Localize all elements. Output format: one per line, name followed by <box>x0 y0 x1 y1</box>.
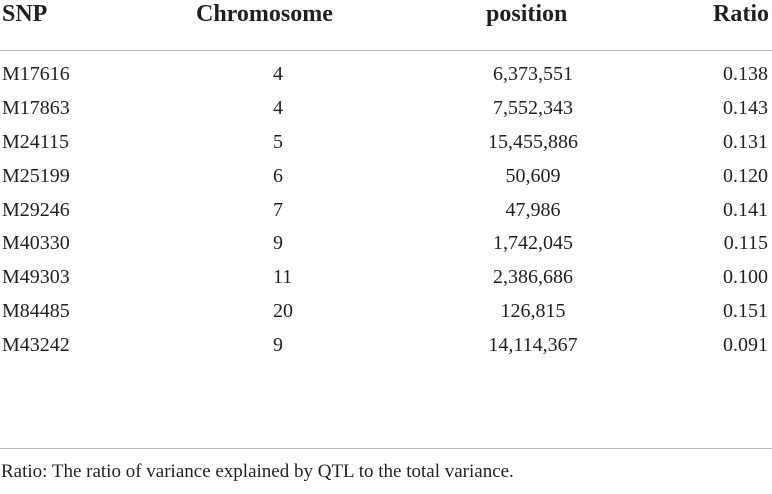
cell-chromosome: 20 <box>273 300 293 323</box>
cell-snp: M17616 <box>2 62 70 85</box>
cell-snp: M43242 <box>2 334 70 357</box>
header-chromosome: Chromosome <box>196 1 333 27</box>
table-body <box>0 51 772 363</box>
table-row <box>0 125 772 159</box>
cell-ratio: 0.151 <box>723 300 768 323</box>
cell-chromosome: 11 <box>273 266 293 289</box>
cell-ratio: 0.120 <box>723 164 768 187</box>
cell-snp: M84485 <box>2 300 70 323</box>
cell-position: 15,455,886 <box>488 130 578 153</box>
table-row <box>0 226 772 260</box>
cell-snp: M40330 <box>2 232 70 255</box>
table-row <box>0 51 772 91</box>
header-position: position <box>486 1 568 27</box>
table-header <box>0 0 772 51</box>
cell-snp: M17863 <box>2 96 70 119</box>
cell-chromosome: 4 <box>273 96 283 119</box>
cell-position: 47,986 <box>505 198 561 221</box>
cell-ratio: 0.131 <box>723 130 768 153</box>
cell-position: 14,114,367 <box>488 334 578 357</box>
cell-ratio: 0.143 <box>723 96 768 119</box>
cell-position: 6,373,551 <box>493 62 573 85</box>
cell-ratio: 0.138 <box>723 62 768 85</box>
cell-position: 7,552,343 <box>493 96 573 119</box>
cell-chromosome: 9 <box>273 232 283 255</box>
cell-ratio: 0.100 <box>723 266 768 289</box>
table-row <box>0 260 772 294</box>
header-ratio: Ratio <box>713 1 769 27</box>
cell-ratio: 0.141 <box>723 198 768 221</box>
cell-snp: M24115 <box>2 130 70 153</box>
table-row <box>0 193 772 227</box>
cell-chromosome: 5 <box>273 130 283 153</box>
table-footnote: Ratio: The ratio of variance explained by QTL to the total variance. <box>1 461 514 482</box>
header-snp: SNP <box>2 1 48 27</box>
cell-position: 1,742,045 <box>493 232 573 255</box>
table-row <box>0 91 772 125</box>
table-row <box>0 159 772 193</box>
cell-position: 126,815 <box>500 300 566 323</box>
header-row <box>0 0 772 51</box>
cell-ratio: 0.091 <box>723 334 768 357</box>
cell-position: 2,386,686 <box>493 266 573 289</box>
table-bottom-rule <box>0 448 772 449</box>
table-row <box>0 294 772 328</box>
cell-snp: M25199 <box>2 164 70 187</box>
cell-chromosome: 9 <box>273 334 283 357</box>
cell-snp: M49303 <box>2 266 70 289</box>
cell-chromosome: 6 <box>273 164 283 187</box>
cell-snp: M29246 <box>2 198 70 221</box>
cell-position: 50,609 <box>505 164 561 187</box>
cell-chromosome: 7 <box>273 198 283 221</box>
cell-chromosome: 4 <box>273 62 283 85</box>
cell-ratio: 0.115 <box>723 232 768 255</box>
table-row <box>0 328 772 362</box>
